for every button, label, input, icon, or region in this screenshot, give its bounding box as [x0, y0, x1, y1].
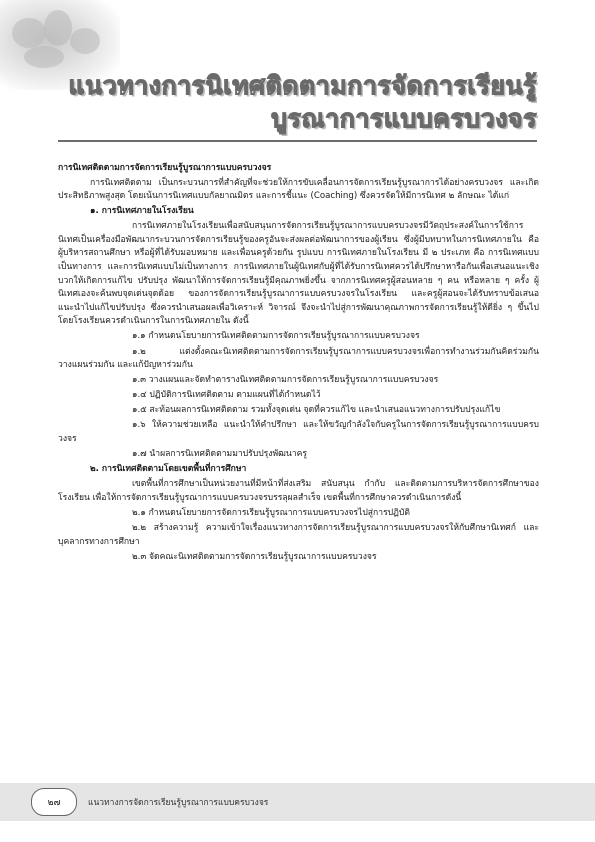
- title-rule: [58, 140, 537, 142]
- running-title: แนวทางการจัดการเรียนรู้บูรณาการแบบครบวงจร: [88, 798, 269, 808]
- page-number: ๒๗: [31, 788, 77, 816]
- body-content: [58, 162, 539, 566]
- section2-title: ๒. การนิเทศติดตามโดยเขตพื้นที่การศึกษา: [90, 464, 247, 475]
- list-item: ๑.๓ วางแผนและจัดทำตารางนิเทศติดตามการจัดการเรียนรู้บูรณาการแบบครบวงจร: [132, 375, 439, 386]
- page-title-line1: แนวทางการนิเทศติดตามการจัดการเรียนรู้: [68, 71, 537, 100]
- page-title-line2: บูรณาการแบบครบวงจร: [271, 104, 537, 133]
- list-item: ๒.๑ กำหนดนโยบายการจัดการเรียนรู้บูรณาการแบบครบวงจรไปสู่การปฏิบัติ: [132, 507, 410, 518]
- section1-paragraph: การนิเทศภายในโรงเรียนเพื่อสนับสนุนการจัดการเรียนรู้บูรณาการแบบครบวงจรมีวัตถุประสงค์ในการใช้การนิเทศเป็นเครื่องมือพัฒนากระบวนการจัดการเรียนรู้ของครูอันจะส่งผลต่อพัฒนาการของผู้เรียน ซึ่งผู้มีบทบาทในการนิเทศภายใน คือ ผู้บริหารสถานศึกษา หรือผู้ที่ได้รับมอบหมาย และเพื่อนครูด้วยกัน รูปแบบ การนิเทศภายในโรงเรียน มี ๒ ประเภท คือ การนิเทศแบบเป็นทางการ และการนิเทศแบบไม่เป็นทางการ การนิเทศภายในผู้นิเทศกับผู้ที่ได้รับการนิเทศควรได้ปรึกษาหารือกันเพื่อเสนอแนะเชิงบวกให้เกิดการแก้ไข ปรับปรุง พัฒนาให้การจัดการเรียนรู้มีคุณภาพยิ่งขึ้น จากการนิเทศครูผู้สอนหลาย ๆ คน หรือหลาย ๆ ครั้ง ผู้นิเทศเองจะค้นพบจุดเด่นจุดด้อย ของการจัดการเรียนรู้บูรณาการแบบครบวงจรในโรงเรียน และครูผู้สอนจะได้รับทราบข้อเสนอแนะนำไปแก้ไขปรับปรุง ซึ่งควรนำเสนอผลเพื่อวิเคราะห์ วิจารณ์ จึงจะนำไปสู่การพัฒนาคุณภาพการจัดการเรียนรู้ให้ดียิ่ง ๆ ขึ้นไป โดยโรงเรียนควรดำเนินการในการนิเทศภายใน ดังนี้: [58, 221, 539, 327]
- list-item: ๑.๔ ปฏิบัติการนิเทศติดตาม ตามแผนที่ได้กำหนดไว้: [132, 390, 321, 401]
- list-item: ๑.๗ นำผลการนิเทศติดตามมาปรับปรุงพัฒนาครู: [132, 449, 307, 460]
- section2-paragraph: เขตพื้นที่การศึกษาเป็นหน่วยงานที่มีหน้าที่ส่งเสริม สนับสนุน กำกับ และติดตามการบริหารจัดการศึกษาของโรงเรียน เพื่อให้การจัดการเรียนรู้บูรณาการแบบครบวงจรบรรลุผลสำเร็จ เขตพื้นที่การศึกษาควรดำเนินการดังนี้: [58, 479, 539, 503]
- list-item: ๒.๒ สร้างความรู้ ความเข้าใจเรื่องแนวทางการจัดการเรียนรู้บูรณาการแบบครบวงจรให้กับศึกษานิเทศก์ และบุคลากรทางการศึกษา: [58, 522, 539, 547]
- list-item: ๑.๒ แต่งตั้งคณะนิเทศติดตามการจัดการเรียนรู้บูรณาการแบบครบวงจรเพื่อการทำงานร่วมกันคิดร่วมกัน วางแผนร่วมกัน และแก้ปัญหาร่วมกัน: [58, 346, 539, 371]
- list-item: ๑.๕ สะท้อนผลการนิเทศติดตาม รวมทั้งจุดเด่น จุดที่ควรแก้ไข และนำเสนอแนวทางการปรับปรุงแก้ไข: [132, 405, 501, 416]
- list-item: ๑.๑ กำหนดนโยบายการนิเทศติดตามการจัดการเรียนรู้บูรณาการแบบครบวงจร: [132, 331, 420, 342]
- section1-title: ๑. การนิเทศภายในโรงเรียน: [90, 206, 194, 217]
- section-heading: การนิเทศติดตามการจัดการเรียนรู้บูรณาการแบบครบวงจร: [58, 163, 272, 173]
- list-item: ๒.๓ จัดคณะนิเทศติดตามการจัดการเรียนรู้บูรณาการแบบครบวงจร: [132, 551, 377, 562]
- list-item: ๑.๖ ให้ความช่วยเหลือ แนะนำให้คำปรึกษา และให้ขวัญกำลังใจกับครูในการจัดการเรียนรู้บูรณาการแบบครบวงจร: [58, 420, 539, 444]
- intro-paragraph: การนิเทศติดตาม เป็นกระบวนการที่สำคัญที่จะช่วยให้การขับเคลื่อนการจัดการเรียนรู้บูรณาการได้อย่างครบวงจร และเกิดประสิทธิภาพสูงสุด โดยเน้นการนิเทศแบบกัลยาณมิตร และการชี้แนะ (Coaching) ซึ่งควรจัดให้มีการนิเทศ ๒ ลักษณะ ได้แก่: [58, 177, 539, 202]
